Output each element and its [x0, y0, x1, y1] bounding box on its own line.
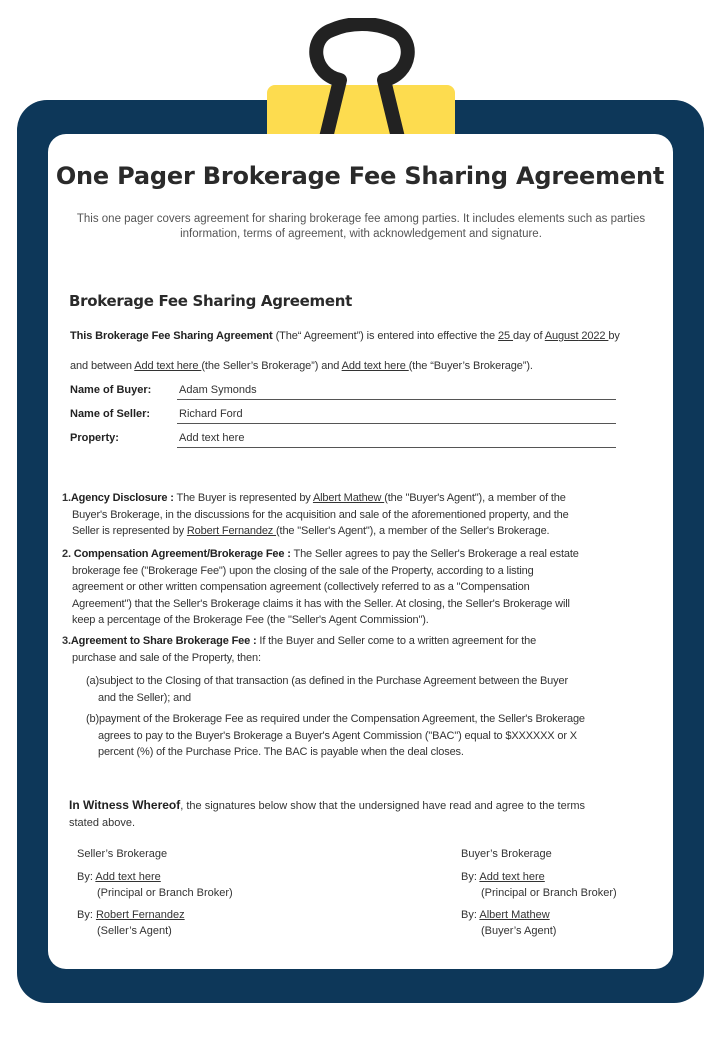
seller-name-field[interactable]: Richard Ford — [177, 408, 616, 424]
intro-line-1: This Brokerage Fee Sharing Agreement (The“ Agreement”) is entered into effective the 25 day of August 2022 by — [70, 330, 620, 342]
seller-agent-name[interactable]: Robert Fernandez — [95, 909, 185, 921]
witness-statement: In Witness Whereof, the signatures below show that the undersigned have read and agree to the terms stated above. — [69, 798, 586, 829]
effective-month[interactable]: August — [544, 330, 579, 342]
property-field[interactable]: Add text here — [177, 432, 616, 448]
clause-agency-disclosure: 1.Agency Disclosure : The Buyer is represented by Albert Mathew (the "Buyer's Agent"), a member of the Buyer's Brokerage, in the discussions for the acquisition and sale of the aforementioned property, and the Seller is represented by Robert Fernandez (the "Seller's Agent"), a member of the Seller's Brokerage. — [62, 492, 569, 537]
buyer-broker-name[interactable]: Add text here — [479, 871, 545, 883]
property-label: Property: — [70, 432, 119, 444]
seller-broker-name[interactable]: Add text here — [95, 871, 161, 883]
clause-3b: (b)payment of the Brokerage Fee as required under the Compensation Agreement, the Seller's Brokerage agrees to pay to the Buyer's Brokerage a Buyer's Agent Commission ("BAC") equal to $XXXXXX or X percent (%) of the Purchase Price. The BAC is payable when the deal closes. — [86, 713, 585, 758]
section-title: Brokerage Fee Sharing Agreement — [69, 292, 352, 310]
page-title: One Pager Brokerage Fee Sharing Agreement — [55, 162, 665, 190]
seller-brokerage-link[interactable]: Add text here — [134, 360, 202, 372]
buyer-name-label: Name of Buyer: — [70, 384, 152, 396]
buyer-broker-signature: By: Add text here (Principal or Branch Broker) — [461, 871, 617, 899]
seller-broker-signature: By: Add text here (Principal or Branch Broker) — [77, 871, 233, 899]
binder-clip-icon — [302, 18, 422, 148]
buyer-name-field[interactable]: Adam Symonds — [177, 384, 616, 400]
clause-3a: (a)subject to the Closing of that transaction (as defined in the Purchase Agreement between the Buyer and the Seller); and — [86, 675, 568, 704]
buyer-brokerage-title: Buyer’s Brokerage — [461, 848, 552, 860]
effective-year[interactable]: 2022 — [578, 330, 609, 342]
buyer-brokerage-link[interactable]: Add text here — [341, 360, 409, 372]
seller-agent-signature: By: Robert Fernandez (Seller’s Agent) — [77, 909, 185, 937]
buyer-agent-link[interactable]: Albert Mathew — [312, 492, 385, 504]
clause-share-brokerage-fee: 3.Agreement to Share Brokerage Fee : If the Buyer and Seller come to a written agreement for the purchase and sale of the Property, then: — [62, 635, 537, 664]
page-subtitle: This one pager covers agreement for sharing brokerage fee among parties. It includes elements such as parties information, terms of agreement, with acknowledgement and signature. — [76, 213, 646, 240]
seller-agent-link[interactable]: Robert Fernandez — [186, 525, 277, 537]
seller-brokerage-title: Seller’s Brokerage — [77, 848, 168, 860]
effective-day[interactable]: 25 — [498, 330, 514, 342]
clause-compensation-agreement: 2. Compensation Agreement/Brokerage Fee : The Seller agrees to pay the Seller's Brokerage a real estate brokerage fee ("Brokerage Fee") upon the closing of the sale of the Property, according to a listing agreement or other written compensation agreement (collectively referred to as a "Compensation Agreement") that the Seller's Brokerage claims it has with the Seller. At closing, the Seller's Brokerage will keep a percentage of the Brokerage Fee (the "Seller's Agent Commission"). — [62, 548, 579, 626]
seller-name-label: Name of Seller: — [70, 408, 151, 420]
buyer-agent-name[interactable]: Albert Mathew — [479, 909, 550, 921]
intro-line-2: and between Add text here (the Seller’s Brokerage”) and Add text here (the “Buyer’s Brokerage”). — [70, 360, 533, 372]
buyer-agent-signature: By: Albert Mathew (Buyer’s Agent) — [461, 909, 557, 937]
